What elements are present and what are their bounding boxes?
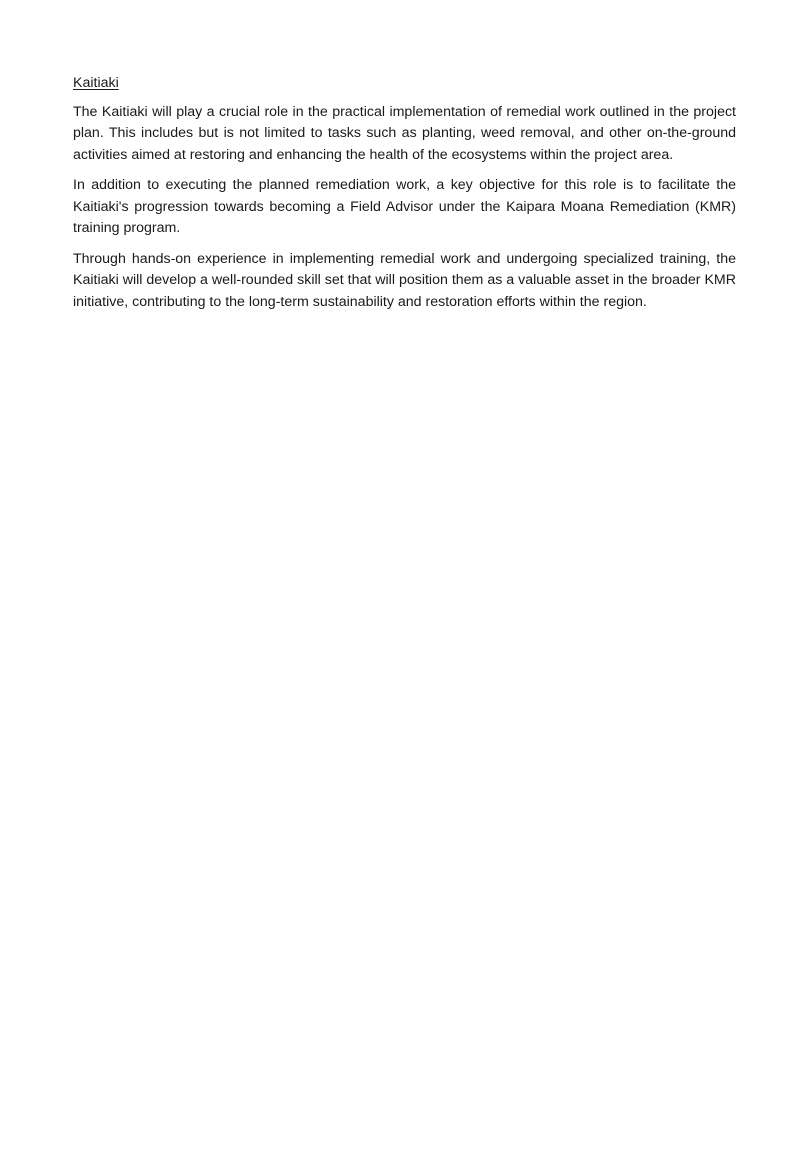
paragraph-role-description: The Kaitiaki will play a crucial role in the practical implementation of remedial work outlined in the project plan. This includes but is not limited to tasks such as planting, weed removal, and other on-the-ground activities aimed at restoring and enhancing the health of the ecosystems within the project area. bbox=[73, 103, 736, 163]
section-heading: Kaitiaki bbox=[73, 75, 119, 91]
paragraph-skills: Through hands-on experience in implementing remedial work and undergoing specialized training, the Kaitiaki will develop a well-rounded skill set that will position them as a valuable asset in the broader KMR initiative, contributing to the long-term sustainability and restoration efforts within the region. bbox=[73, 250, 736, 310]
document-body bbox=[73, 73, 736, 322]
paragraph-objective: In addition to executing the planned remediation work, a key objective for this role is to facilitate the Kaitiaki's progression towards becoming a Field Advisor under the Kaipara Moana Remediation (KMR) training program. bbox=[73, 177, 736, 236]
